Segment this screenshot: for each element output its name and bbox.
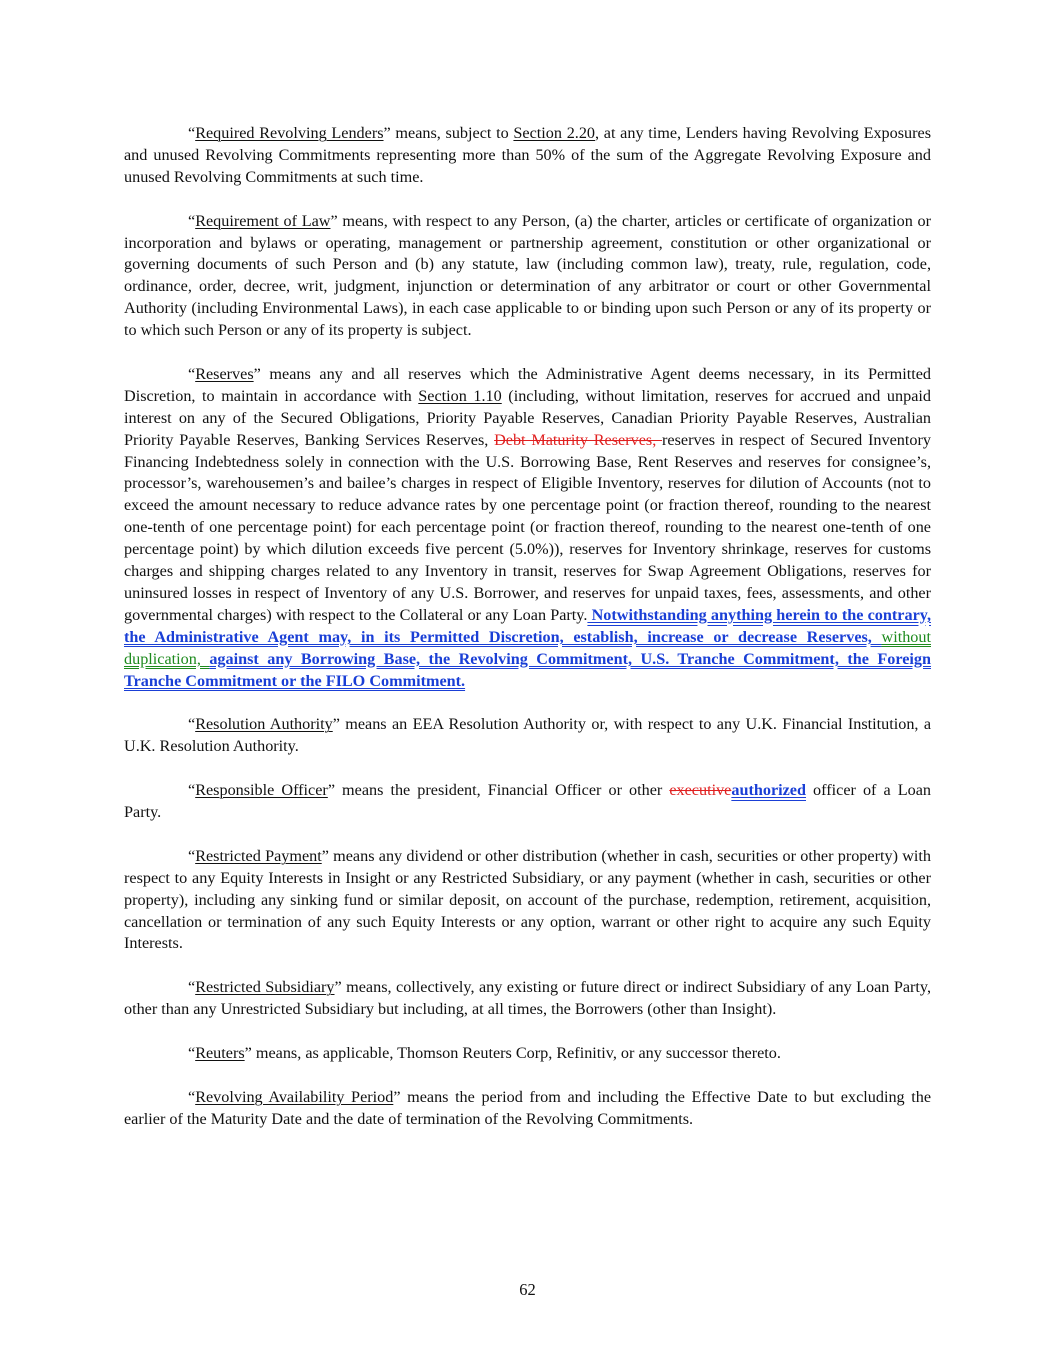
definition-paragraph xyxy=(124,123,931,189)
defined-term: Restricted Subsidiary xyxy=(195,978,335,997)
deleted-text: Debt Maturity Reserves, xyxy=(494,430,663,449)
definition-text: “ xyxy=(188,781,196,800)
defined-term: Requirement of Law xyxy=(195,211,331,230)
deleted-text: executive xyxy=(669,781,732,800)
definition-text: “ xyxy=(188,364,196,383)
definition-text: “ xyxy=(188,846,196,865)
definition-text: ” means any and all reserves which the Administrative Agent deems necessary, in its Permitted Discretion, to maintain in accordance with xyxy=(124,364,931,405)
definition-text: “ xyxy=(188,1087,196,1106)
definition-text: ” means any dividend or other distribution (whether in cash, securities or other property) with respect to any Equity Interests in Insight or any Restricted Subsidiary, or any payment (whether in cash, securities or other property), including any sinking fund or similar deposit, on account of the purchase, redemption, retirement, acquisition, cancellation or termination of any such Equity Interests or any option, warrant or other right to acquire any such Equity Interests. xyxy=(124,846,931,953)
moved-text: without duplication, xyxy=(124,627,931,668)
definition-text: ” means, subject to xyxy=(383,124,514,142)
defined-term: Restricted Payment xyxy=(195,846,322,865)
defined-term: Reserves xyxy=(195,364,254,383)
defined-term: Revolving Availability Period xyxy=(195,1087,394,1106)
defined-term: Section 1.10 xyxy=(418,386,502,405)
definition-text: , at any time, Lenders having Revolving Exposures and unused Revolving Commitments representing more than 50% of the sum of the Aggregate Revolving Exposure and unused Revolving Commitments at such time. xyxy=(124,124,932,186)
definition-text: ” means the period from and including the Effective Date to but excluding the earlier of the Maturity Date and the date of termination of the Revolving Commitments. xyxy=(124,1087,932,1128)
definition-text: (including, without limitation, reserves for accrued and unpaid interest on any of the Secured Obligations, Priority Payable Reserves, Canadian Priority Payable Reserves, Australian Priority Payable Reserves, Banking Services Reserves, xyxy=(124,386,931,449)
inserted-text: authorized xyxy=(731,781,806,800)
definition-text: “ xyxy=(188,1043,196,1062)
defined-term: Section 2.20 xyxy=(513,124,596,142)
defined-term: Required Revolving Lenders xyxy=(195,124,384,142)
definition-text: “ xyxy=(188,211,196,230)
defined-term: Resolution Authority xyxy=(195,715,333,734)
definition-paragraph xyxy=(124,364,931,693)
definition-text: ” means, as applicable, Thomson Reuters Corp, Refinitiv, or any successor thereto. xyxy=(244,1043,781,1062)
definition-text: ” means an EEA Resolution Authority or, with respect to any U.K. Financial Institution, a U.K. Resolution Authority. xyxy=(124,715,932,756)
definition-paragraph xyxy=(124,714,931,758)
definition-text: “ xyxy=(188,978,196,997)
definition-text: ” means the president, Financial Officer or other xyxy=(327,781,670,800)
inserted-text: against any Borrowing Base, the Revolving Commitment, U.S. Tranche Commitment, the Foreign Tranche Commitment or the FILO Commitment. xyxy=(124,649,931,690)
definition-paragraph xyxy=(124,977,931,1021)
definition-paragraph xyxy=(124,211,931,342)
definition-paragraph xyxy=(124,846,931,956)
definition-text: reserves in respect of Secured Inventory Financing Indebtedness solely in connection with the U.S. Borrowing Base, Rent Reserves and reserves for consignee’s, processor’s, warehousemen’s and bailee’s charges in respect of Eligible Inventory, reserves for dilution of Accounts (not to exceed the amount necessary to reduce advance rates by one percentage point (or fraction thereof, rounding to the nearest one-tenth of one percentage point) for each percentage point (or fraction thereof, rounding to the nearest one-tenth of one percentage point) by which dilution exceeds five percent (5.0%)), reserves for Inventory shrinkage, reserves for customs charges and shipping charges related to any Inventory in transit, reserves for Swap Agreement Obligations, reserves for uninsured losses in respect of Inventory of any U.S. Borrower, and reserves for unpaid taxes, fees, assessments, and other governmental charges) with respect to the Collateral or any Loan Party. xyxy=(124,430,931,624)
definition-paragraph xyxy=(124,1087,931,1131)
definition-text: ” means, collectively, any existing or future direct or indirect Subsidiary of any Loan Party, other than any Unrestricted Subsidiary but including, at all times, the Borrowers (other than Insight). xyxy=(124,978,931,1019)
inserted-text: Notwithstanding anything herein to the contrary, the Administrative Agent may, in its Permitted Discretion, establish, increase or decrease Reserves, xyxy=(124,605,931,646)
page-number: 62 xyxy=(519,1280,536,1299)
definition-paragraph xyxy=(124,1043,931,1065)
definition-paragraph xyxy=(124,780,931,824)
defined-term: Reuters xyxy=(195,1043,245,1062)
definition-text: officer of a Loan Party. xyxy=(124,781,931,822)
definition-text: ” means, with respect to any Person, (a) the charter, articles or certificate of organization or incorporation and bylaws or operating, management or partnership agreement, constitution or other organizational or governing documents of such Person and (b) any statute, law (including common law), treaty, rule, regulation, code, ordinance, order, decree, writ, judgment, injunction or determination of any arbitrator or court or other Governmental Authority (including Environmental Laws), in each case applicable to or binding upon such Person or any of its property or to which such Person or any of its property is subject. xyxy=(124,211,931,340)
document-body xyxy=(124,123,931,1152)
definition-text: “ xyxy=(188,715,196,734)
defined-term: Responsible Officer xyxy=(195,781,328,800)
definition-text: “ xyxy=(188,124,196,142)
